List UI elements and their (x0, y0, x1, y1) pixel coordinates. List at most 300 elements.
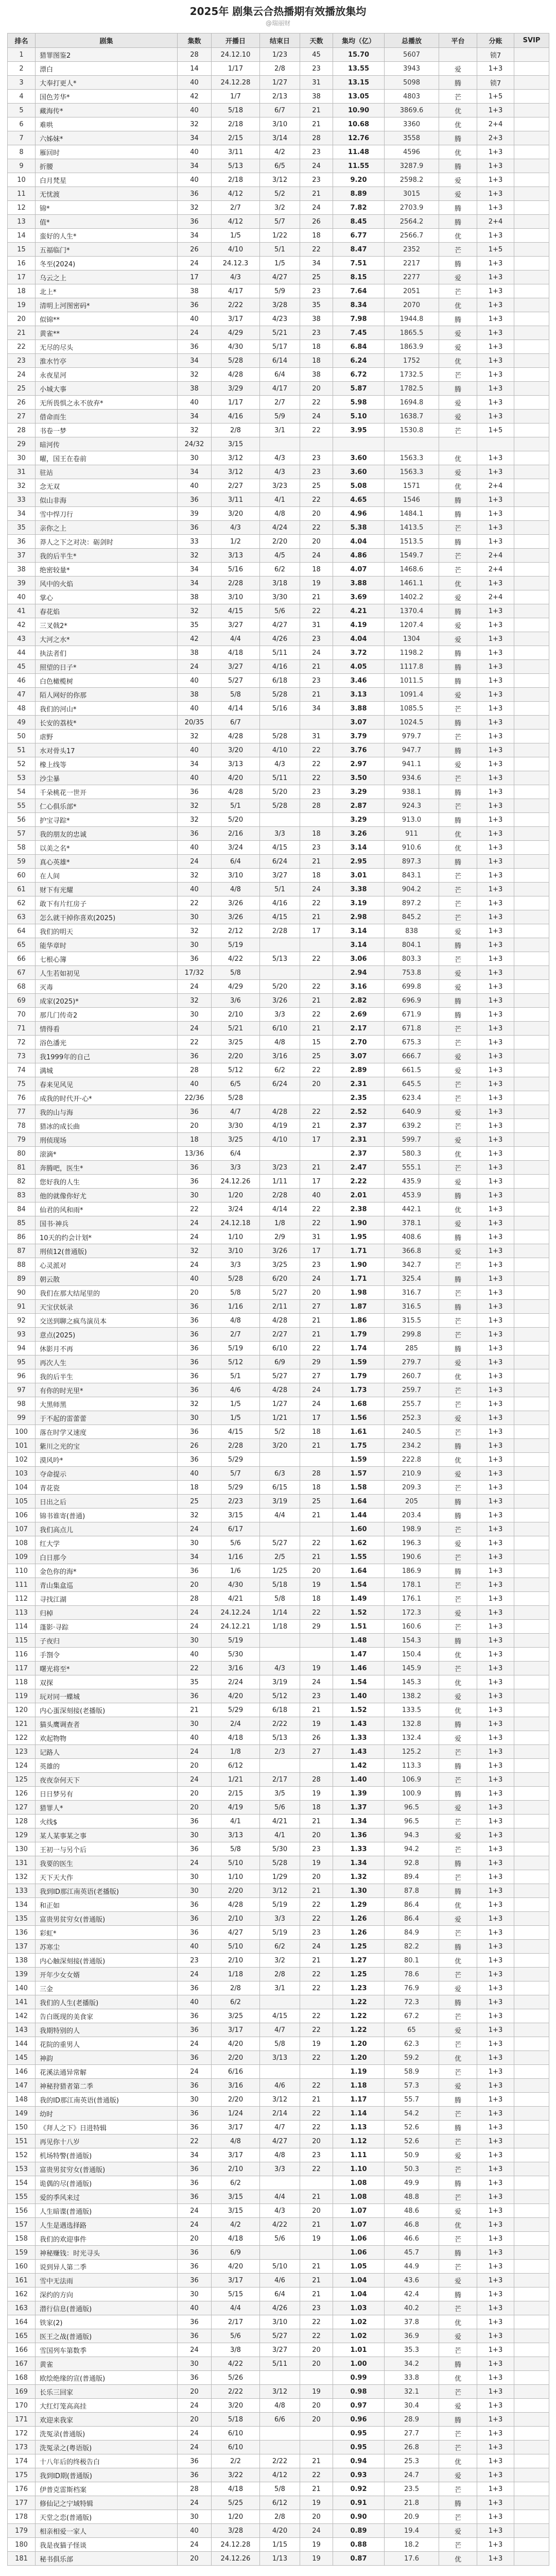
cell-share: 1+3 (477, 465, 514, 479)
cell-total: 947.7 (385, 743, 439, 757)
cell-episodes: 40 (178, 1648, 212, 1662)
cell-svip (514, 340, 549, 354)
cell-name: 铁家(2) (36, 2315, 178, 2329)
cell-svip (514, 1828, 549, 1842)
cell-share: 1+3 (477, 2399, 514, 2413)
cell-episodes: 40 (178, 1467, 212, 1481)
cell-name: 日日梦另有 (36, 1787, 178, 1801)
cell-rank: 4 (8, 90, 36, 104)
cell-rank: 61 (8, 883, 36, 896)
cell-share: 1+3 (477, 2121, 514, 2134)
table-row (8, 117, 549, 131)
cell-name: 欧绘绝缘的宣(普通版) (36, 2371, 178, 2385)
cell-share: 1+3 (477, 1230, 514, 1244)
cell-rank: 158 (8, 2232, 36, 2246)
cell-pop: 0.99 (333, 2371, 385, 2385)
cell-share: 1+3 (477, 924, 514, 938)
cell-platform: 腾 (439, 1634, 477, 1648)
cell-platform: 芒 (439, 2482, 477, 2496)
cell-end: 4/28 (260, 1105, 300, 1119)
cell-days: 22 (300, 604, 333, 618)
cell-start: 3/27 (212, 618, 260, 632)
table-row (8, 396, 549, 410)
cell-rank: 30 (8, 451, 36, 465)
cell-share: 1+3 (477, 799, 514, 813)
cell-days: 21 (300, 590, 333, 604)
cell-total: 89.4 (385, 1870, 439, 1884)
cell-end: 4/6 (260, 2274, 300, 2287)
table-row (8, 1787, 549, 1801)
cell-rank: 107 (8, 1522, 36, 1536)
cell-rank: 106 (8, 1509, 36, 1522)
cell-share: 1+3 (477, 743, 514, 757)
cell-platform: 腾 (439, 215, 477, 229)
table-row (8, 1244, 549, 1258)
cell-total: 938.1 (385, 785, 439, 799)
cell-rank: 47 (8, 688, 36, 702)
cell-share: 1+3 (477, 340, 514, 354)
cell-pop: 4.19 (333, 618, 385, 632)
cell-platform: 爱 (439, 966, 477, 980)
cell-platform: 芒 (439, 869, 477, 883)
cell-name: 富贵男贫穷女(普通版) (36, 1912, 178, 1926)
cell-svip (514, 1995, 549, 2009)
cell-end: 2/7 (260, 396, 300, 410)
cell-days: 20 (300, 1828, 333, 1842)
cell-rank: 94 (8, 1342, 36, 1355)
cell-episodes: 36 (178, 1342, 212, 1355)
cell-share: 1+3 (477, 1759, 514, 1773)
cell-total: 240.5 (385, 1425, 439, 1439)
cell-pop: 6.77 (333, 229, 385, 243)
cell-svip (514, 1216, 549, 1230)
cell-episodes: 40 (178, 1272, 212, 1286)
cell-start: 5/18 (212, 2413, 260, 2427)
cell-share: 1+3 (477, 869, 514, 883)
cell-pop: 2.98 (333, 910, 385, 924)
cell-rank: 122 (8, 1731, 36, 1745)
cell-total: 2051 (385, 284, 439, 298)
cell-rank: 136 (8, 1926, 36, 1940)
cell-platform: 芒 (439, 1161, 477, 1175)
cell-name: 无尽的尽头 (36, 340, 178, 354)
table-row (8, 2218, 549, 2232)
cell-total: 94.2 (385, 1842, 439, 1856)
cell-episodes: 36 (178, 2371, 212, 2385)
cell-total: 804.1 (385, 938, 439, 952)
cell-pop: 1.98 (333, 1286, 385, 1300)
cell-total: 160.6 (385, 1620, 439, 1634)
cell-days: 22 (300, 2121, 333, 2134)
table-row (8, 1884, 549, 1898)
cell-platform: 优 (439, 841, 477, 855)
cell-episodes: 36 (178, 1175, 212, 1189)
cell-total: 979.7 (385, 730, 439, 743)
table-row (8, 1745, 549, 1759)
cell-name: 永夜星河 (36, 368, 178, 382)
cell-svip (514, 479, 549, 493)
cell-start: 1/16 (212, 1550, 260, 1564)
cell-episodes: 24 (178, 2538, 212, 2552)
cell-episodes: 36 (178, 2051, 212, 2065)
cell-start: 5/20 (212, 813, 260, 827)
cell-rank: 6 (8, 117, 36, 131)
cell-end: 5/8 (260, 2037, 300, 2051)
cell-total: 897.2 (385, 896, 439, 910)
cell-svip (514, 2441, 549, 2454)
cell-platform: 爱 (439, 340, 477, 354)
cell-days: 22 (300, 1342, 333, 1355)
cell-pop: 4.04 (333, 535, 385, 549)
cell-total: 1468.6 (385, 563, 439, 577)
cell-name: 念无双 (36, 479, 178, 493)
cell-episodes: 40 (178, 2301, 212, 2315)
cell-svip (514, 660, 549, 674)
cell-pop: 1.26 (333, 1926, 385, 1940)
cell-platform: 腾 (439, 1884, 477, 1898)
cell-pop: 2.52 (333, 1105, 385, 1119)
cell-total: 1549.7 (385, 549, 439, 563)
cell-end: 3/27 (260, 2343, 300, 2357)
header-total: 总播放 (385, 33, 439, 48)
cell-share: 1+3 (477, 1077, 514, 1091)
cell-share: 1+3 (477, 396, 514, 410)
cell-pop: 13.05 (333, 90, 385, 104)
cell-share: 1+3 (477, 1328, 514, 1342)
cell-start: 5/1 (212, 799, 260, 813)
cell-platform: 腾 (439, 2246, 477, 2260)
cell-name: 花溪法通异常解 (36, 2065, 178, 2079)
cell-days (300, 2065, 333, 2079)
cell-share: 1+3 (477, 1272, 514, 1286)
cell-start: 3/25 (212, 1133, 260, 1147)
cell-start: 6/4 (212, 855, 260, 869)
table-row (8, 730, 549, 743)
cell-svip (514, 2079, 549, 2093)
cell-name: 财下有光耀 (36, 883, 178, 896)
cell-end: 4/27 (260, 2134, 300, 2148)
cell-episodes: 36 (178, 1981, 212, 1995)
table-row (8, 1175, 549, 1189)
cell-rank: 101 (8, 1439, 36, 1453)
cell-end: 1/22 (260, 229, 300, 243)
cell-end: 3/10 (260, 117, 300, 131)
cell-days: 18 (300, 1481, 333, 1495)
cell-rank: 165 (8, 2329, 36, 2343)
cell-start: 5/8 (212, 1286, 260, 1300)
cell-name: 奔腾吧，医生* (36, 1161, 178, 1175)
cell-pop: 1.08 (333, 2176, 385, 2190)
cell-platform: 芒 (439, 2441, 477, 2454)
cell-name: 敢下有片红房子 (36, 896, 178, 910)
cell-name: 七根心簿 (36, 952, 178, 966)
cell-episodes: 22/36 (178, 1091, 212, 1105)
cell-svip (514, 910, 549, 924)
page-subtitle: @瑞丽财 (265, 20, 290, 27)
cell-pop: 1.71 (333, 1244, 385, 1258)
cell-rank: 45 (8, 660, 36, 674)
cell-end: 5/11 (260, 2357, 300, 2371)
cell-start: 5/8 (212, 688, 260, 702)
cell-end (260, 1995, 300, 2009)
cell-total: 132.8 (385, 1717, 439, 1731)
cell-svip (514, 215, 549, 229)
cell-rank: 126 (8, 1787, 36, 1801)
cell-svip (514, 229, 549, 243)
cell-name: 我们高点儿 (36, 1522, 178, 1536)
cell-end: 3/25 (260, 1258, 300, 1272)
cell-share: 1+3 (477, 1981, 514, 1995)
cell-pop: 1.02 (333, 2329, 385, 2343)
cell-pop: 1.26 (333, 1912, 385, 1926)
cell-share: 1+3 (477, 2427, 514, 2441)
cell-end: 5/30 (260, 1842, 300, 1856)
table-row (8, 883, 549, 896)
cell-platform: 芒 (439, 2190, 477, 2204)
cell-platform: 优 (439, 1369, 477, 1383)
cell-pop: 13.15 (333, 76, 385, 90)
cell-rank: 155 (8, 2190, 36, 2204)
cell-name: 夜夜奈何天下 (36, 1773, 178, 1787)
cell-platform: 优 (439, 2454, 477, 2468)
cell-platform: 腾 (439, 716, 477, 730)
cell-share: 1+3 (477, 2468, 514, 2482)
cell-platform: 爱 (439, 62, 477, 76)
cell-episodes: 32 (178, 423, 212, 437)
cell-days: 27 (300, 1300, 333, 1314)
cell-platform: 芒 (439, 1397, 477, 1411)
cell-platform: 爱 (439, 1828, 477, 1842)
cell-pop: 1.79 (333, 1328, 385, 1342)
cell-platform: 腾 (439, 535, 477, 549)
cell-days: 19 (300, 2232, 333, 2246)
cell-start: 5/29 (212, 1481, 260, 1495)
cell-platform: 芒 (439, 1077, 477, 1091)
cell-episodes: 24 (178, 2441, 212, 2454)
table-row (8, 410, 549, 423)
cell-start: 4/22 (212, 2357, 260, 2371)
cell-end: 5/9 (260, 410, 300, 423)
cell-days: 19 (300, 2037, 333, 2051)
cell-platform: 腾 (439, 2357, 477, 2371)
cell-days: 20 (300, 1870, 333, 1884)
cell-pop: 2.47 (333, 1161, 385, 1175)
table-row (8, 1564, 549, 1578)
table-row (8, 1133, 549, 1147)
cell-pop: 1.06 (333, 2232, 385, 2246)
cell-end (260, 1147, 300, 1161)
table-row (8, 201, 549, 215)
cell-platform: 优 (439, 577, 477, 590)
cell-share: 1+3 (477, 1634, 514, 1648)
table-row (8, 2496, 549, 2510)
cell-episodes: 36 (178, 827, 212, 841)
cell-rank: 12 (8, 201, 36, 215)
cell-days: 22 (300, 2107, 333, 2121)
cell-episodes: 24 (178, 2496, 212, 2510)
cell-start: 2/22 (212, 2385, 260, 2399)
cell-days: 20 (300, 535, 333, 549)
cell-pop: 1.05 (333, 2260, 385, 2274)
cell-pop: 1.03 (333, 2301, 385, 2315)
cell-days: 23 (300, 1926, 333, 1940)
cell-platform: 芒 (439, 1926, 477, 1940)
cell-share: 1+3 (477, 1189, 514, 1202)
cell-total: 1571 (385, 479, 439, 493)
cell-share: 1+3 (477, 312, 514, 326)
cell-episodes: 36 (178, 1564, 212, 1578)
cell-name: 长安的荔枝* (36, 716, 178, 730)
cell-share: 1+3 (477, 1216, 514, 1230)
cell-pop: 3.14 (333, 938, 385, 952)
cell-pop: 1.30 (333, 1884, 385, 1898)
cell-start: 3/17 (212, 2148, 260, 2162)
cell-end: 5/10 (260, 2260, 300, 2274)
cell-rank: 24 (8, 368, 36, 382)
cell-end: 5/17 (260, 340, 300, 354)
cell-rank: 135 (8, 1912, 36, 1926)
cell-name: 医王之战(普通版) (36, 2329, 178, 2343)
cell-start: 4/21 (212, 1592, 260, 1606)
cell-episodes: 36 (178, 2468, 212, 2482)
cell-pop: 0.92 (333, 2482, 385, 2496)
cell-svip (514, 743, 549, 757)
cell-days: 40 (300, 1189, 333, 1202)
cell-end: 3/28 (260, 298, 300, 312)
cell-svip (514, 1745, 549, 1759)
cell-rank: 41 (8, 604, 36, 618)
cell-name: 无所畏惧之永不放弃* (36, 396, 178, 410)
cell-pop: 1.58 (333, 1481, 385, 1495)
cell-share: 1+3 (477, 2218, 514, 2232)
cell-share: 1+3 (477, 1314, 514, 1328)
cell-platform: 爱 (439, 1244, 477, 1258)
cell-total: 1207.4 (385, 618, 439, 632)
header-rank: 排名 (8, 33, 36, 48)
cell-svip (514, 104, 549, 117)
cell-days: 23 (300, 632, 333, 646)
cell-episodes: 24 (178, 1230, 212, 1244)
cell-platform: 爱 (439, 2079, 477, 2093)
cell-end: 4/26 (260, 2301, 300, 2315)
table-row (8, 2468, 549, 2482)
cell-episodes: 32 (178, 201, 212, 215)
cell-days: 22 (300, 980, 333, 994)
cell-svip (514, 771, 549, 785)
cell-start: 3/30 (212, 1119, 260, 1133)
cell-svip (514, 1411, 549, 1425)
cell-episodes: 17/32 (178, 966, 212, 980)
cell-platform: 腾 (439, 1717, 477, 1731)
cell-svip (514, 1133, 549, 1147)
cell-total: 696.9 (385, 994, 439, 1008)
cell-end: 5/8 (260, 1592, 300, 1606)
cell-start: 5/26 (212, 2371, 260, 2385)
cell-days: 23 (300, 62, 333, 76)
cell-svip (514, 2121, 549, 2134)
header-end-date: 结束日 (260, 33, 300, 48)
cell-share: 1+3 (477, 2162, 514, 2176)
cell-start: 3/24 (212, 1202, 260, 1216)
table-row (8, 2427, 549, 2441)
cell-share: 1+3 (477, 1815, 514, 1828)
cell-pop: 15.70 (333, 48, 385, 62)
cell-svip (514, 1856, 549, 1870)
cell-share: 2+4 (477, 563, 514, 577)
table-row (8, 1689, 549, 1703)
cell-name: 神秘狩猎者第二季 (36, 2079, 178, 2093)
cell-platform: 腾 (439, 660, 477, 674)
cell-platform: 优 (439, 2218, 477, 2232)
cell-svip (514, 2329, 549, 2343)
cell-total: 46.6 (385, 2232, 439, 2246)
cell-platform: 腾 (439, 1856, 477, 1870)
cell-rank: 167 (8, 2357, 36, 2371)
cell-start: 5/16 (212, 563, 260, 577)
table-row (8, 1509, 549, 1522)
cell-episodes: 38 (178, 590, 212, 604)
cell-episodes: 24 (178, 2204, 212, 2218)
cell-svip (514, 966, 549, 980)
cell-start: 3/16 (212, 2079, 260, 2093)
cell-days: 19 (300, 577, 333, 590)
table-row (8, 1968, 549, 1981)
cell-total: 1638.7 (385, 410, 439, 423)
cell-start: 3/17 (212, 2121, 260, 2134)
cell-total: 435.9 (385, 1175, 439, 1189)
cell-total: 125.2 (385, 1745, 439, 1759)
cell-pop: 1.11 (333, 2148, 385, 2162)
cell-start: 6/2 (212, 1995, 260, 2009)
cell-pop: 1.18 (333, 2079, 385, 2093)
table-row (8, 896, 549, 910)
cell-days: 20 (300, 2204, 333, 2218)
cell-pop: 1.02 (333, 2315, 385, 2329)
table-row (8, 145, 549, 159)
header-drama: 剧集 (36, 33, 178, 48)
cell-pop: 1.51 (333, 1620, 385, 1634)
cell-platform: 芒 (439, 1091, 477, 1105)
cell-days: 18 (300, 1592, 333, 1606)
cell-end: 6/14 (260, 354, 300, 368)
cell-end: 3/3 (260, 2162, 300, 2176)
cell-rank: 151 (8, 2134, 36, 2148)
cell-platform: 芒 (439, 284, 477, 298)
cell-start: 4/17 (212, 284, 260, 298)
cell-name: 大河之水* (36, 632, 178, 646)
cell-platform: 腾 (439, 2176, 477, 2190)
cell-rank: 157 (8, 2218, 36, 2232)
cell-rank: 152 (8, 2148, 36, 2162)
cell-start: 5/15 (212, 2287, 260, 2301)
cell-pop: 1.22 (333, 2023, 385, 2037)
cell-pop: 1.19 (333, 2065, 385, 2079)
cell-episodes: 36 (178, 1355, 212, 1369)
cell-total: 72.3 (385, 1995, 439, 2009)
cell-rank: 55 (8, 799, 36, 813)
cell-end: 3/19 (260, 1495, 300, 1509)
cell-end: 3/1 (260, 1981, 300, 1995)
cell-rank: 176 (8, 2482, 36, 2496)
cell-end: 5/19 (260, 1898, 300, 1912)
cell-svip (514, 76, 549, 90)
cell-start: 5/6 (212, 1536, 260, 1550)
cell-total: 1530.8 (385, 423, 439, 437)
cell-end: 4/3 (260, 757, 300, 771)
cell-rank: 146 (8, 2065, 36, 2079)
cell-name: 寻找江湖 (36, 1592, 178, 1606)
cell-start: 3/29 (212, 382, 260, 396)
